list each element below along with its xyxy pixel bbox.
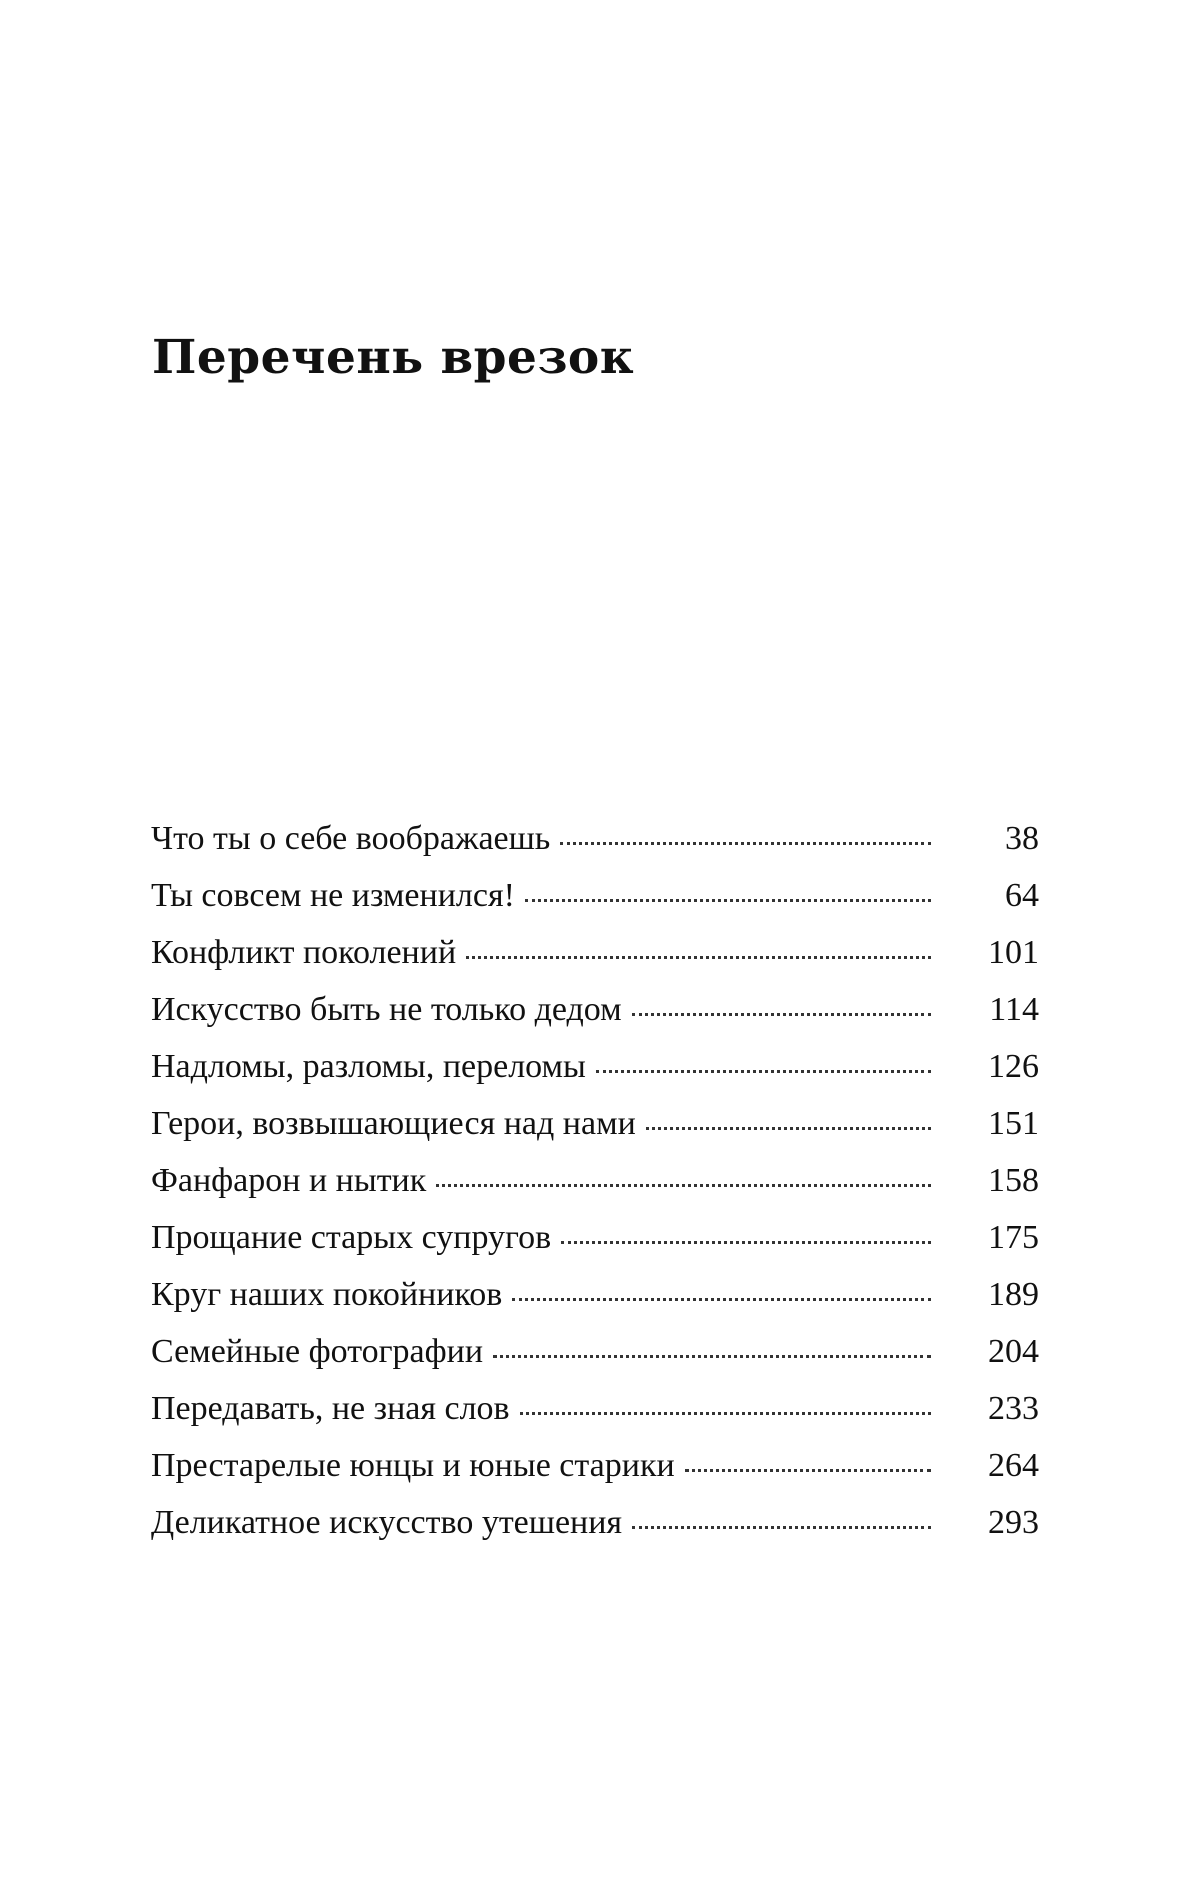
dot-leader [632, 1013, 931, 1016]
dot-leader [596, 1070, 931, 1073]
entry-title: Конфликт поколений [151, 934, 457, 971]
entry-title: Прощание старых супругов [151, 1219, 552, 1256]
entry-page-number: 264 [988, 1447, 1039, 1484]
list-item [151, 1219, 1039, 1276]
entry-page-number: 293 [988, 1504, 1039, 1541]
list-item [151, 991, 1039, 1048]
entry-title: Что ты о себе воображаешь [151, 820, 551, 857]
entry-page-number: 233 [988, 1390, 1039, 1427]
dot-leader [436, 1184, 931, 1187]
entry-page-number: 101 [988, 934, 1039, 971]
dot-leader [632, 1526, 931, 1529]
entry-title: Фанфарон и нытик [151, 1162, 427, 1199]
entry-page-number: 38 [1005, 820, 1039, 857]
inserts-list [151, 820, 1039, 1561]
entry-title: Престарелые юнцы и юные старики [151, 1447, 675, 1484]
entry-page-number: 64 [1005, 877, 1039, 914]
list-item [151, 1276, 1039, 1333]
dot-leader [561, 1241, 931, 1244]
entry-title: Надломы, разломы, переломы [151, 1048, 586, 1085]
list-item [151, 1333, 1039, 1390]
list-item [151, 1048, 1039, 1105]
dot-leader [520, 1412, 931, 1415]
entry-page-number: 151 [988, 1105, 1039, 1142]
list-item [151, 1447, 1039, 1504]
page-title: Перечень врезок [152, 330, 635, 385]
entry-title: Искусство быть не только дедом [151, 991, 622, 1028]
list-item [151, 1162, 1039, 1219]
dot-leader [493, 1355, 931, 1358]
dot-leader [525, 899, 931, 902]
dot-leader [685, 1469, 931, 1472]
list-item [151, 934, 1039, 991]
entry-page-number: 126 [988, 1048, 1039, 1085]
entry-page-number: 175 [988, 1219, 1039, 1256]
list-item [151, 820, 1039, 877]
entry-title: Передавать, не зная слов [151, 1390, 510, 1427]
list-item [151, 1105, 1039, 1162]
list-item [151, 1390, 1039, 1447]
dot-leader [646, 1127, 931, 1130]
dot-leader [560, 842, 931, 845]
entry-page-number: 204 [988, 1333, 1039, 1370]
entry-page-number: 189 [988, 1276, 1039, 1313]
dot-leader [512, 1298, 931, 1301]
entry-title: Семейные фотографии [151, 1333, 484, 1370]
list-item [151, 1504, 1039, 1561]
entry-title: Деликатное искусство утешения [151, 1504, 623, 1541]
entry-title: Круг наших покойников [151, 1276, 503, 1313]
entry-title: Герои, возвышающиеся над нами [151, 1105, 636, 1142]
entry-title: Ты совсем не изменился! [151, 877, 515, 914]
entry-page-number: 158 [988, 1162, 1039, 1199]
list-item [151, 877, 1039, 934]
entry-page-number: 114 [989, 991, 1039, 1028]
dot-leader [466, 956, 931, 959]
